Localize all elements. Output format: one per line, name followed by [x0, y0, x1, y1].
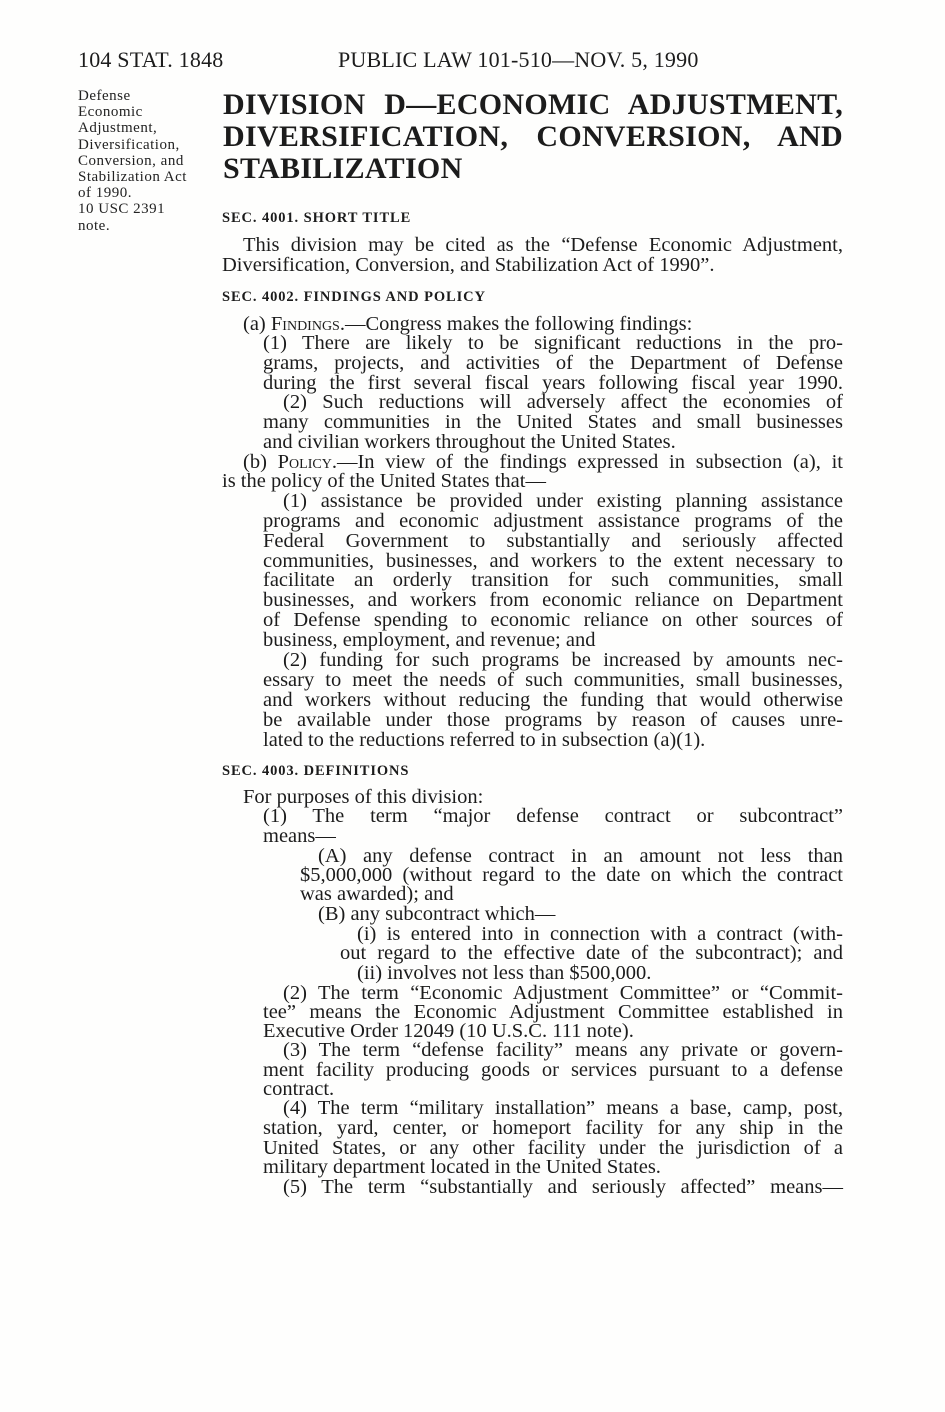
stat-page-citation: 104 STAT. 1848: [78, 47, 224, 72]
subsection-enum: (b): [243, 451, 278, 473]
section-heading-4001: SEC. 4001. SHORT TITLE: [222, 210, 412, 226]
section-heading-4002: SEC. 4002. FINDINGS AND POLICY: [222, 289, 486, 305]
definition-3-line: ment facility producing goods or services pursuant to a defense: [263, 1059, 843, 1081]
margin-note-line: Stabilization Act: [78, 169, 187, 186]
findings-para-1-line: grams, projects, and activities of the Department of Defense: [263, 352, 843, 374]
running-head: PUBLIC LAW 101-510—NOV. 5, 1990: [338, 47, 699, 72]
definition-4-line: military department located in the United States.: [263, 1156, 661, 1178]
definition-3-line: (3) The term “defense facility” means any private or govern-: [283, 1039, 843, 1061]
definition-1-sub-a-line: $5,000,000 (without regard to the date on which the contract: [300, 864, 843, 886]
policy-heading-line: [243, 452, 843, 472]
definition-1-clause-i-line: out regard to the effective date of the subcontract); and: [340, 942, 843, 964]
subsection-enum: (a): [243, 313, 271, 335]
short-title-line: Diversification, Conversion, and Stabilization Act of 1990”.: [222, 254, 715, 276]
policy-para-1-line: business, employment, and revenue; and: [263, 629, 596, 651]
definition-1-sub-b-line: (B) any subcontract which—: [318, 903, 556, 925]
margin-note-line: Diversification,: [78, 136, 180, 153]
policy-para-2-line: lated to the reductions referred to in subsection (a)(1).: [263, 729, 706, 751]
policy-para-1-line: of Defense spending to economic reliance on other sources of: [263, 609, 843, 631]
findings-para-2-line: many communities in the United States and small businesses: [263, 411, 843, 433]
definition-4-line: United States, or any other facility under the jurisdiction of a: [263, 1137, 843, 1159]
definitions-intro: For purposes of this division:: [243, 786, 484, 808]
definition-1-line: means—: [263, 825, 336, 847]
section-heading-4003: SEC. 4003. DEFINITIONS: [222, 763, 410, 779]
margin-note-line: of 1990.: [78, 185, 132, 202]
definition-5-line: (5) The term “substantially and seriously affected” means—: [283, 1176, 843, 1198]
subsection-caption: Policy: [277, 451, 332, 473]
subsection-caption: Findings: [270, 313, 340, 335]
definition-2-line: Executive Order 12049 (10 U.S.C. 111 note).: [263, 1020, 634, 1042]
definition-1-clause-ii-line: (ii) involves not less than $500,000.: [357, 962, 652, 984]
definition-2-line: (2) The term “Economic Adjustment Committee” or “Commit-: [283, 982, 843, 1004]
definition-1-clause-i-line: (i) is entered into in connection with a contract (with-: [357, 923, 843, 945]
margin-note: [78, 88, 213, 234]
policy-para-2-line: (2) funding for such programs be increased by amounts nec-: [283, 649, 843, 671]
margin-note-line: Adjustment,: [78, 120, 158, 137]
policy-para-1-line: facilitate an orderly transition for such communities, small: [263, 569, 843, 591]
subsection-lead: .—In view of the findings expressed in subsection (a), it: [331, 451, 843, 473]
margin-note-line: Economic: [78, 104, 143, 121]
findings-para-2-line: and civilian workers throughout the United States.: [263, 431, 676, 453]
policy-para-1-line: (1) assistance be provided under existing planning assistance: [283, 490, 843, 512]
subsection-lead: .—Congress makes the following findings:: [339, 313, 693, 335]
definition-4-line: (4) The term “military installation” means a base, camp, post,: [283, 1097, 843, 1119]
policy-para-2-line: essary to meet the needs of such communities, small businesses,: [263, 669, 843, 691]
definition-3-line: contract.: [263, 1078, 335, 1100]
policy-para-2-line: and workers without reducing the funding that would otherwise: [263, 689, 843, 711]
findings-para-2-line: (2) Such reductions will adversely affect the economies of: [283, 391, 843, 413]
margin-note-line: Conversion, and: [78, 152, 184, 169]
margin-note-line: 10 USC 2391: [78, 201, 166, 218]
margin-note-line: note.: [78, 217, 111, 234]
policy-para-2-line: be available under those programs by reason of causes unre-: [263, 709, 843, 731]
division-title-line: DIVISION D—ECONOMIC ADJUSTMENT,: [223, 88, 843, 121]
policy-para-1-line: businesses, and workers from economic reliance on Department: [263, 589, 843, 611]
margin-note-line: Defense: [78, 88, 131, 104]
short-title-line: This division may be cited as the “Defense Economic Adjustment,: [243, 234, 843, 256]
findings-para-1-line: during the first several fiscal years following fiscal year 1990.: [263, 372, 843, 394]
division-title-line: DIVERSIFICATION, CONVERSION, AND: [223, 120, 843, 153]
findings-heading-line: [243, 314, 843, 334]
policy-para-1-line: communities, businesses, and workers to the extent necessary to: [263, 550, 843, 572]
definition-4-line: station, yard, center, or homeport facility for any ship in the: [263, 1117, 843, 1139]
definition-1-sub-a-line: (A) any defense contract in an amount not less than: [318, 845, 843, 867]
policy-para-1-line: Federal Government to substantially and seriously affected: [263, 530, 843, 552]
definition-1-sub-a-line: was awarded); and: [300, 883, 454, 905]
definition-1-line: (1) The term “major defense contract or subcontract”: [263, 805, 843, 827]
definition-2-line: tee” means the Economic Adjustment Committee established in: [263, 1001, 843, 1023]
policy-para-1-line: programs and economic adjustment assistance programs of the: [263, 510, 843, 532]
findings-para-1-line: (1) There are likely to be significant reductions in the pro-: [263, 332, 843, 354]
division-title-line: STABILIZATION: [223, 152, 463, 185]
policy-lead-line: is the policy of the United States that—: [222, 470, 546, 492]
